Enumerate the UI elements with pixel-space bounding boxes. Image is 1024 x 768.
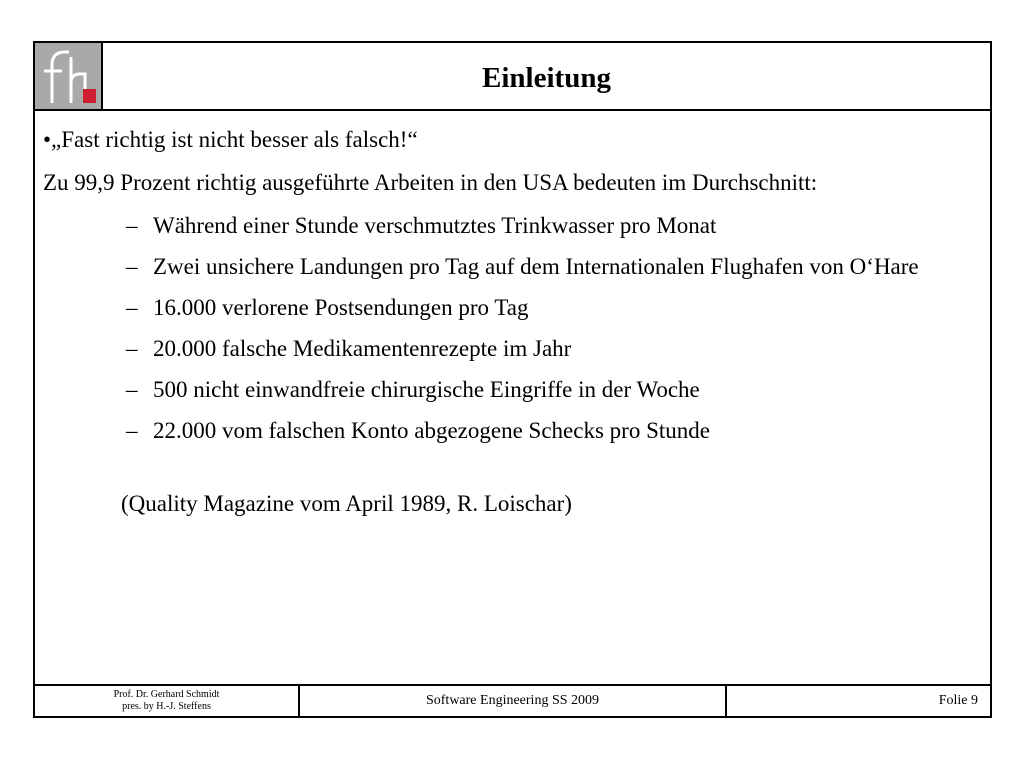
dash-marker: – [126,336,138,361]
slide-footer [35,684,990,716]
slide-title: Einleitung [482,62,611,94]
list-item [43,373,978,406]
intro-text: Zu 99,9 Prozent richtig ausgeführte Arbeiten in den USA bedeuten im Durchschnitt: [43,170,818,195]
list-item-text: 16.000 verlorene Postsendungen pro Tag [153,295,529,320]
list-item [43,250,978,283]
quote-bullet: •„Fast richtig ist nicht besser als falsch!“ [43,127,418,152]
author-line-1: Prof. Dr. Gerhard Schmidt [113,689,220,700]
slide-content [43,123,978,521]
list-item [43,209,978,242]
footer-author [35,686,300,716]
footer-slide-number: Folie 9 [938,693,978,708]
list-item-text: 500 nicht einwandfreie chirurgische Eingriffe in der Woche [153,377,700,402]
list-item [43,414,978,447]
footer-course: Software Engineering SS 2009 [300,686,727,716]
list-item [43,291,978,324]
dash-marker: – [126,295,138,320]
dash-marker: – [126,254,138,279]
source-citation: (Quality Magazine vom April 1989, R. Loischar) [121,491,572,516]
slide-frame [33,41,992,718]
dash-marker: – [126,213,138,238]
slide-header [35,43,990,111]
list-item-text: Während einer Stunde verschmutztes Trinkwasser pro Monat [153,213,717,238]
dash-marker: – [126,418,138,443]
dash-marker: – [126,377,138,402]
list-item-text: 22.000 vom falschen Konto abgezogene Schecks pro Stunde [153,418,710,443]
fh-logo-icon [35,43,103,109]
sub-bullet-list [43,209,978,447]
list-item-text: Zwei unsichere Landungen pro Tag auf dem Internationalen Flughafen von O‘Hare [153,254,919,279]
list-item [43,332,978,365]
author-line-2: pres. by H.-J. Steffens [122,701,211,712]
list-item-text: 20.000 falsche Medikamentenrezepte im Jahr [153,336,572,361]
